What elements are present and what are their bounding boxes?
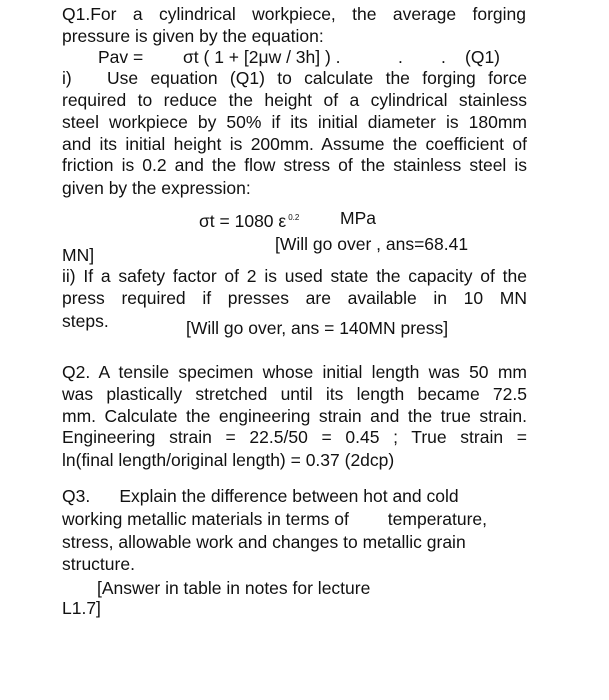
q1-equation-dot: . <box>398 47 403 67</box>
q1-part-i-line-6: given by the expression: <box>62 178 251 198</box>
q1-part-i-line-4: and its initial height is 200mm. Assume the coefficient of <box>62 134 527 154</box>
flow-stress-equation-text: σt = 1080 ε <box>199 211 287 231</box>
q3-answer-note-end: L1.7] <box>62 598 101 618</box>
q3-line-3: stress, allowable work and changes to metallic grain <box>62 532 466 552</box>
q3-line-1: Q3. Explain the difference between hot and cold <box>62 486 459 506</box>
q3-answer-note: [Answer in table in notes for lecture <box>97 578 371 598</box>
q1-part-ii-line-3: steps. <box>62 311 109 331</box>
q1-part-i-marker: i) <box>62 68 72 88</box>
flow-stress-unit: MPa <box>340 208 376 228</box>
q1-line-1: Q1.For a cylindrical workpiece, the average forging <box>62 4 526 24</box>
q1-equation-dot: . <box>441 47 446 67</box>
q3-line-4: structure. <box>62 554 135 574</box>
q2-line-1: Q2. A tensile specimen whose initial length was 50 mm <box>62 362 527 382</box>
q1-part-i-line-1: Use equation (Q1) to calculate the forging force <box>107 68 527 88</box>
q1-part-i-line-2: required to reduce the height of a cylindrical stainless <box>62 90 527 110</box>
q1-equation-rhs: σt ( 1 + [2μw / 3h] ) . <box>183 47 341 67</box>
q1-line-2: pressure is given by the equation: <box>62 26 324 46</box>
q1-equation-tag: (Q1) <box>465 47 500 67</box>
q1-equation-lhs: Pav = <box>98 47 144 67</box>
flow-stress-equation <box>199 208 299 231</box>
q1-part-ii-line-1: ii) If a safety factor of 2 is used state the capacity of the <box>62 266 527 286</box>
q2-line-4: Engineering strain = 22.5/50 = 0.45 ; True strain = <box>62 427 527 447</box>
q1-part-ii-answer-note: [Will go over, ans = 140MN press] <box>186 318 449 338</box>
q1-part-i-answer-note-end: MN] <box>62 245 95 265</box>
q3-line-2: working metallic materials in terms of temperature, <box>62 509 487 529</box>
q2-line-2: was plastically stretched until its length became 72.5 <box>62 384 527 404</box>
q1-part-i-answer-note: [Will go over , ans=68.41 <box>275 234 469 254</box>
q1-part-i-line-5: friction is 0.2 and the flow stress of the stainless steel is <box>62 155 527 175</box>
flow-stress-exponent: 0.2 <box>288 213 300 222</box>
q2-line-5: ln(final length/original length) = 0.37 (2dcp) <box>62 450 395 470</box>
q1-part-i-line-3: steel workpiece by 50% if its initial diameter is 180mm <box>62 112 527 132</box>
q1-part-ii-line-2: press required if presses are available in 10 MN <box>62 288 527 308</box>
q2-line-3: mm. Calculate the engineering strain and the true strain. <box>62 406 527 426</box>
